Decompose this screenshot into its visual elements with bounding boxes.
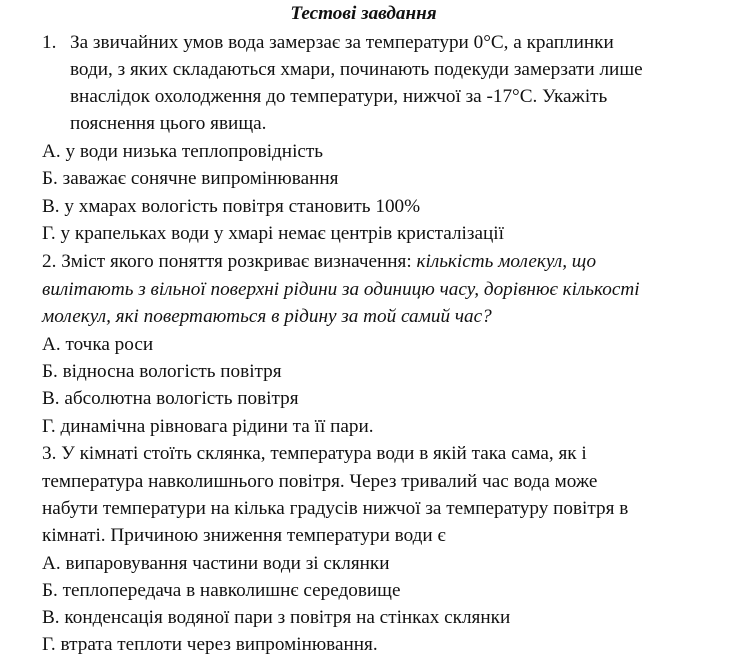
q3-text-line: кімнаті. Причиною зниження температури води є <box>42 525 446 546</box>
q2-definition-line: вилітають з вільної поверхні рідини за одиницю часу, дорівнює кількості <box>42 279 640 300</box>
q1-text-line: води, з яких складаються хмари, починають подекуди замерзати лише <box>70 59 643 80</box>
q1-option-b: Б. заважає сонячне випромінювання <box>42 168 339 189</box>
q3-text-line: температура навколишнього повітря. Через тривалий час вода може <box>42 471 598 492</box>
q1-option-c: В. у хмарах вологість повітря становить 100% <box>42 196 421 217</box>
q2-option-a: А. точка роси <box>42 334 154 355</box>
q1-option-d: Г. у крапельках води у хмарі немає центрів кристалізації <box>42 223 504 244</box>
q1-text-line: За звичайних умов вода замерзає за температури 0°С, а краплинки <box>70 32 614 53</box>
q3-option-d: Г. втрата теплоти через випромінювання. <box>42 634 378 655</box>
q1-number: 1. <box>42 32 57 53</box>
q2-option-d: Г. динамічна рівновага рідини та її пари. <box>42 416 374 437</box>
q2-option-b: Б. відносна вологість повітря <box>42 361 282 382</box>
page-title: Тестові завдання <box>290 3 437 24</box>
q2-text-line-1 <box>42 251 596 273</box>
q3-text-line: набути температури на кілька градусів нижчої за температуру повітря в <box>42 498 629 519</box>
q2-definition-part: кількість молекул, що <box>416 251 597 272</box>
q1-option-a: А. у води низька теплопровідність <box>42 141 324 162</box>
q3-option-c: В. конденсація водяної пари з повітря на стінках склянки <box>42 607 511 628</box>
q3-text-line: 3. У кімнаті стоїть склянка, температура води в якій така сама, як і <box>42 443 587 464</box>
q3-option-b: Б. теплопередача в навколишнє середовище <box>42 580 401 601</box>
q2-definition-line: молекул, які повертаються в рідину за той самий час? <box>42 306 492 327</box>
q2-prefix: 2. Зміст якого поняття розкриває визначення: <box>42 251 417 272</box>
q1-text-line: внаслідок охолодження до температури, нижчої за -17°С. Укажіть <box>70 86 608 107</box>
q3-option-a: А. випаровування частини води зі склянки <box>42 553 390 574</box>
q1-text-line: пояснення цього явища. <box>70 113 267 134</box>
q2-option-c: В. абсолютна вологість повітря <box>42 388 299 409</box>
